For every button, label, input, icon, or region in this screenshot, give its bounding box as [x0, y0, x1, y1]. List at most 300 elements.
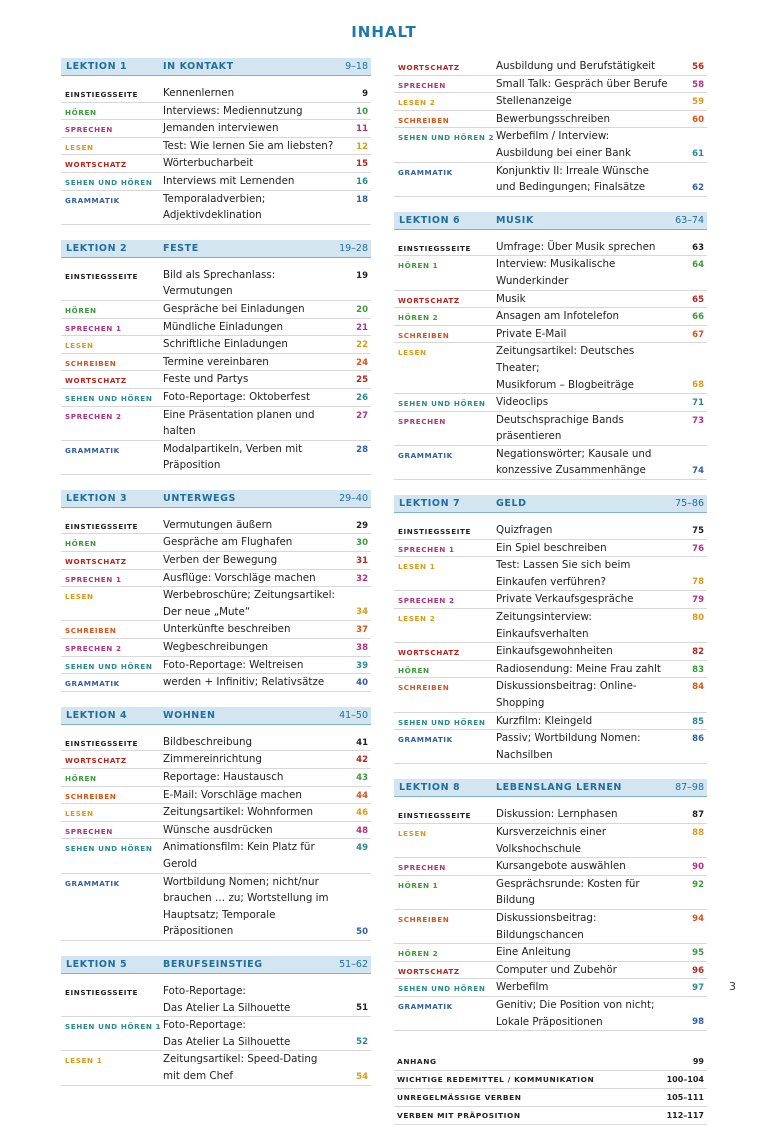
skill-category: SEHEN UND HÖREN 1 [65, 1022, 162, 1032]
entry-page-number: 65 [692, 294, 704, 305]
lesson-page-range: 29–40 [339, 492, 368, 504]
entry-title [492, 540, 681, 557]
skill-category: EINSTIEGSSEITE [65, 90, 138, 99]
skill-category: HÖREN [398, 665, 430, 675]
toc-entry[interactable] [61, 120, 371, 138]
toc-entry[interactable] [394, 308, 707, 326]
entry-title-line: Gespräche am Flughafen [163, 536, 293, 549]
entry-title [159, 734, 345, 751]
skill-category: LESEN [65, 142, 94, 152]
entry-title [159, 674, 345, 691]
toc-entry[interactable] [61, 301, 371, 319]
entry-title-line: Genitiv; Die Position von nicht; [496, 998, 655, 1011]
entry-page-number: 19 [356, 270, 368, 281]
toc-entry[interactable] [394, 446, 707, 480]
toc-entry[interactable] [61, 1051, 371, 1085]
lesson-number: LEKTION 1 [66, 61, 128, 72]
skill-category: SEHEN UND HÖREN [398, 399, 486, 409]
skill-category: SEHEN UND HÖREN [65, 844, 153, 854]
toc-entry[interactable] [61, 517, 371, 535]
entry-title-line: Wörterbucharbeit [163, 157, 254, 170]
entry-page-number: 73 [692, 415, 704, 426]
toc-entry[interactable] [61, 839, 371, 873]
lesson-page-range: 19–28 [339, 242, 368, 254]
appendix-label: ANHANG [397, 1057, 437, 1067]
toc-entry[interactable] [394, 163, 707, 197]
appendix-page-range: 105–111 [666, 1093, 704, 1103]
toc-entry[interactable] [394, 291, 707, 309]
lesson-number: LEKTION 8 [399, 782, 461, 794]
entry-title-line: Der neue „Mute“ [163, 605, 251, 618]
entry-title-line: Musik [496, 292, 526, 305]
entry-page-number: 30 [356, 538, 368, 549]
entry-title-line: Interviews: Mediennutzung [163, 104, 303, 117]
skill-category: HÖREN [65, 305, 97, 315]
entry-title-line: Modalpartikeln, Verben mit Präposition [163, 442, 303, 472]
skill-category: SEHEN UND HÖREN [398, 984, 486, 994]
skill-category: HÖREN [65, 539, 97, 549]
appendix-entry[interactable] [394, 1089, 707, 1107]
toc-entry[interactable] [61, 389, 371, 407]
lesson-section [61, 58, 371, 225]
entry-page-number: 21 [356, 322, 368, 333]
toc-entry[interactable] [61, 155, 371, 173]
entry-page-number: 84 [692, 682, 704, 693]
skill-category: GRAMMATIK [65, 445, 120, 455]
entry-page-number: 82 [692, 647, 704, 658]
entry-title-line: Test: Wie lernen Sie am liebsten? [163, 139, 334, 152]
entry-title-line: Konjunktiv II: Irreale Wünsche [496, 164, 649, 177]
toc-entry[interactable] [394, 522, 707, 540]
skill-category: WORTSCHATZ [65, 376, 127, 386]
toc-entry[interactable] [394, 876, 707, 910]
entry-page-number: 68 [692, 380, 704, 391]
entry-page-number: 94 [692, 913, 704, 924]
page-number: 3 [729, 980, 736, 993]
entry-title [492, 730, 681, 763]
lesson-title: FESTE [163, 242, 199, 254]
entry-title [492, 876, 681, 909]
entry-title-line: Private Verkaufsgespräche [496, 593, 634, 606]
toc-entry[interactable] [61, 552, 371, 570]
entry-title [492, 979, 681, 996]
toc-entry[interactable] [61, 319, 371, 337]
toc-entry[interactable] [61, 267, 371, 301]
entry-title-line: Interview: Musikalische Wunderkinder [496, 258, 616, 287]
entry-title [159, 517, 345, 534]
toc-entry[interactable] [61, 173, 371, 191]
toc-entry[interactable] [61, 570, 371, 588]
entry-page-number: 56 [692, 62, 704, 72]
toc-entry[interactable] [61, 674, 371, 692]
entry-title-line: Interviews mit Lernenden [163, 174, 295, 187]
entry-page-number: 39 [356, 660, 368, 671]
skill-category: SPRECHEN [398, 863, 446, 873]
entry-page-number: 67 [692, 329, 704, 340]
entry-page-number: 63 [692, 242, 704, 253]
entry-page-number: 96 [692, 965, 704, 976]
skill-category: GRAMMATIK [65, 195, 120, 205]
toc-entry[interactable] [394, 643, 707, 661]
entry-title [159, 191, 345, 224]
entry-title-line: Umfrage: Über Musik sprechen [496, 240, 656, 253]
entry-title-line: Bild als Sprechanlass: Vermutungen [163, 268, 276, 298]
entry-title [492, 326, 681, 343]
toc-entry[interactable] [394, 609, 707, 643]
entry-title-line: Reportage: Haustausch [163, 771, 284, 783]
entry-title [492, 239, 681, 256]
lesson-section [61, 240, 371, 475]
entry-page-number: 9 [362, 89, 368, 99]
skill-category: SEHEN UND HÖREN [65, 393, 153, 403]
skill-category: EINSTIEGSSEITE [398, 811, 471, 821]
toc-entry[interactable] [394, 824, 707, 858]
entry-page-number: 41 [356, 737, 368, 748]
entry-title [492, 643, 681, 660]
toc-entry[interactable] [61, 621, 371, 639]
page-title: INHALT [351, 23, 417, 41]
skill-category: WORTSCHATZ [398, 966, 460, 976]
skill-category: LESEN [65, 341, 94, 351]
lesson-page-range: 75–86 [675, 498, 704, 510]
appendix-page-range: 100–104 [666, 1075, 704, 1085]
toc-entry[interactable] [61, 85, 371, 103]
skill-category: EINSTIEGSSEITE [65, 521, 138, 531]
skill-category: GRAMMATIK [398, 1001, 453, 1011]
toc-entry[interactable] [394, 540, 707, 558]
lesson-number: LEKTION 3 [66, 492, 128, 504]
entry-page-number: 51 [356, 1003, 368, 1014]
skill-category: HÖREN [65, 774, 97, 783]
lesson-number: LEKTION 5 [66, 958, 128, 970]
skill-category: LESEN 1 [398, 562, 436, 572]
toc-left-column [61, 58, 371, 1101]
toc-entry[interactable] [61, 371, 371, 389]
skill-category: SPRECHEN [65, 826, 113, 836]
entry-title-line: Eine Präsentation planen und halten [163, 408, 315, 438]
entry-page-number: 86 [692, 734, 704, 745]
entry-title [159, 534, 345, 551]
entry-title [492, 163, 681, 196]
skill-category: LESEN 1 [65, 1056, 103, 1066]
entry-title [159, 621, 345, 638]
entry-title [159, 839, 345, 872]
entry-title-line: Quizfragen [496, 524, 553, 537]
entry-title [159, 769, 345, 786]
skill-category: SCHREIBEN [65, 791, 117, 801]
toc-entry[interactable] [394, 394, 707, 412]
entry-title [492, 394, 681, 411]
entry-title-line: Temporaladverbien; Adjektivdeklination [163, 192, 266, 222]
entry-title [159, 301, 345, 318]
lesson-section [394, 58, 707, 197]
toc-entry[interactable] [61, 534, 371, 552]
entry-title-line: Gesprächsrunde: Kosten für Bildung [496, 877, 640, 907]
toc-entry[interactable] [61, 639, 371, 657]
entry-title-line: Vermutungen äußern [163, 518, 273, 531]
toc-entry[interactable] [61, 769, 371, 787]
lesson-page-range: 63–74 [675, 214, 704, 226]
toc-entry[interactable] [394, 713, 707, 731]
entry-title-line: Bildbeschreibung [163, 735, 253, 748]
entry-title [159, 371, 345, 388]
entry-title-line: Mündliche Einladungen [163, 320, 284, 333]
entry-title [492, 609, 681, 642]
toc-entry[interactable] [61, 191, 371, 225]
lesson-header[interactable] [61, 240, 371, 258]
entry-title [492, 256, 681, 289]
entry-title-line: Lokale Präpositionen [496, 1015, 603, 1028]
lesson-title: GELD [496, 498, 527, 510]
lesson-page-range: 87–98 [675, 782, 704, 794]
toc-entry[interactable] [61, 804, 371, 822]
entry-page-number: 11 [356, 124, 368, 135]
toc-entry[interactable] [394, 326, 707, 344]
entry-page-number: 16 [356, 176, 368, 187]
skill-category: LESEN [65, 592, 94, 602]
entry-title [159, 85, 345, 102]
toc-entry[interactable] [394, 76, 707, 94]
entry-title [159, 751, 345, 768]
entry-title [492, 111, 681, 128]
toc-entry[interactable] [394, 730, 707, 764]
skill-category: LESEN [398, 828, 427, 838]
skill-category: SPRECHEN 1 [65, 574, 122, 584]
entry-page-number: 25 [356, 375, 368, 386]
toc-entry[interactable] [61, 441, 371, 475]
entry-title-line: Termine vereinbaren [163, 355, 269, 368]
toc-entry[interactable] [394, 557, 707, 591]
entry-page-number: 37 [356, 625, 368, 636]
toc-entry[interactable] [394, 661, 707, 679]
entry-page-number: 60 [692, 114, 704, 125]
skill-category: SPRECHEN [65, 125, 113, 135]
entry-title [159, 354, 345, 371]
entry-title-line: Zeitungsinterview: Einkaufsverhalten [496, 611, 592, 640]
entry-title [159, 822, 345, 839]
appendix-entry[interactable] [394, 1071, 707, 1089]
entry-title-line: Musikforum – Blogbeiträge [496, 378, 634, 391]
entry-title [492, 824, 681, 857]
entry-title [159, 787, 345, 804]
skill-category: SCHREIBEN [398, 330, 450, 340]
entry-page-number: 62 [692, 182, 704, 193]
entry-title [492, 522, 681, 539]
entry-title-line: Test: Lassen Sie sich beim [496, 559, 631, 572]
toc-entry[interactable] [61, 138, 371, 156]
entry-title [159, 1017, 345, 1050]
toc-entry[interactable] [394, 412, 707, 446]
skill-category: HÖREN 2 [398, 949, 439, 959]
toc-entry[interactable] [61, 407, 371, 441]
entry-title [492, 291, 681, 308]
entry-title-line: Verben der Bewegung [163, 554, 278, 567]
entry-title [492, 343, 681, 393]
toc-entry[interactable] [61, 336, 371, 354]
toc-entry[interactable] [394, 678, 707, 712]
toc-entry[interactable] [61, 874, 371, 941]
appendix-label: WICHTIGE REDEMITTEL / KOMMUNIKATION [397, 1075, 595, 1085]
entry-title [492, 76, 681, 93]
toc-entry[interactable] [61, 751, 371, 769]
entry-title [159, 552, 345, 569]
skill-category: HÖREN 2 [398, 313, 439, 323]
entry-page-number: 29 [356, 520, 368, 531]
toc-entry[interactable] [61, 354, 371, 372]
toc-entry[interactable] [394, 858, 707, 876]
skill-category: WORTSCHATZ [65, 756, 127, 766]
appendix-label: UNREGELMÄSSIGE VERBEN [397, 1093, 522, 1103]
toc-entry[interactable] [61, 587, 371, 621]
entry-title-line: Unterkünfte beschreiben [163, 623, 291, 636]
entry-page-number: 18 [356, 194, 368, 205]
skill-category: EINSTIEGSSEITE [398, 243, 471, 253]
entry-page-number: 97 [692, 983, 704, 994]
entry-page-number: 88 [692, 827, 704, 838]
skill-category: GRAMMATIK [65, 679, 120, 689]
toc-entry[interactable] [61, 734, 371, 752]
entry-page-number: 32 [356, 573, 368, 584]
entry-title [492, 93, 681, 110]
entry-title-line: brauchen … zu; Wortstellung im [163, 892, 329, 905]
appendix-entry[interactable] [394, 1053, 707, 1071]
entry-page-number: 26 [356, 392, 368, 403]
toc-entry[interactable] [394, 239, 707, 257]
lesson-header[interactable] [394, 212, 707, 230]
entry-title-line: Zimmereinrichtung [163, 753, 262, 766]
skill-category: SCHREIBEN [65, 626, 117, 636]
entry-page-number: 54 [356, 1071, 368, 1082]
entry-title [159, 173, 345, 190]
entry-title-line: Zeitungsartikel: Deutsches Theater; [496, 345, 635, 374]
entry-page-number: 98 [692, 1017, 704, 1028]
toc-entry[interactable] [394, 128, 707, 162]
entry-title-line: Gespräche bei Einladungen [163, 302, 305, 315]
entry-title [159, 441, 345, 474]
entry-title [492, 308, 681, 325]
toc-entry[interactable] [394, 343, 707, 394]
toc-entry[interactable] [61, 822, 371, 840]
entry-title [492, 661, 681, 678]
skill-category: SEHEN UND HÖREN [65, 177, 153, 187]
entry-title-line: Foto-Reportage: Oktoberfest [163, 390, 311, 403]
lesson-header[interactable] [61, 956, 371, 974]
entry-title-line: Werbefilm [496, 981, 549, 994]
toc-entry[interactable] [394, 58, 707, 76]
entry-title [159, 336, 345, 353]
entry-title-line: Einkaufsgewohnheiten [496, 645, 613, 658]
skill-category: EINSTIEGSSEITE [65, 738, 138, 748]
entry-title [159, 389, 345, 406]
entry-title-line: Jemanden interviewen [163, 122, 279, 135]
skill-category: SPRECHEN 2 [398, 596, 455, 606]
entry-title-line: Ausbildung bei einer Bank [496, 146, 632, 159]
skill-category: LESEN [65, 809, 94, 819]
skill-category: SCHREIBEN [398, 115, 450, 125]
skill-category: EINSTIEGSSEITE [65, 987, 138, 997]
entry-page-number: 34 [356, 607, 368, 618]
entry-page-number: 87 [692, 810, 704, 821]
entry-page-number: 27 [356, 410, 368, 421]
lesson-header[interactable] [61, 58, 371, 76]
entry-title-line: Kennenlernen [163, 87, 235, 99]
entry-page-number: 43 [356, 773, 368, 783]
entry-title [159, 570, 345, 587]
toc-entry[interactable] [394, 93, 707, 111]
toc-entry[interactable] [61, 787, 371, 805]
entry-title [159, 587, 345, 620]
lesson-section [61, 707, 371, 941]
lesson-header[interactable] [61, 490, 371, 508]
entry-title-line: Ansagen am Infotelefon [496, 310, 620, 323]
toc-entry[interactable] [394, 256, 707, 290]
entry-title-line: konzessive Zusammenhänge [496, 464, 646, 477]
toc-entry[interactable] [394, 111, 707, 129]
skill-category: SPRECHEN 2 [65, 411, 122, 421]
entry-title-line: Das Atelier La Silhouette [163, 1035, 291, 1048]
toc-entry[interactable] [394, 962, 707, 980]
entry-title-line: Werbebroschüre; Zeitungsartikel: [163, 589, 335, 602]
entry-title-line: Feste und Partys [163, 373, 249, 386]
lesson-number: LEKTION 2 [66, 242, 128, 254]
entry-page-number: 92 [692, 879, 704, 890]
lesson-section [61, 956, 371, 1086]
appendix-entry[interactable] [394, 1107, 707, 1125]
entry-page-number: 78 [692, 577, 704, 588]
entry-title-line: Animationsfilm: Kein Platz für Gerold [163, 841, 315, 870]
toc-entry[interactable] [394, 806, 707, 824]
entry-title-line: Foto-Reportage: Weltreisen [163, 658, 304, 671]
entry-title-line: Stellenanzeige [496, 95, 572, 108]
lesson-header[interactable] [394, 495, 707, 513]
entry-title [492, 678, 681, 711]
lesson-page-range: 9–18 [345, 61, 368, 72]
entry-page-number: 95 [692, 948, 704, 959]
entry-page-number: 85 [692, 716, 704, 727]
toc-entry[interactable] [61, 1017, 371, 1051]
lesson-header[interactable] [394, 779, 707, 797]
entry-title [492, 713, 681, 730]
appendix-page-range: 112–117 [666, 1111, 704, 1121]
entry-title [492, 446, 681, 479]
entry-page-number: 76 [692, 543, 704, 554]
skill-category: SCHREIBEN [398, 683, 450, 693]
entry-title-line: Diskussionsbeitrag: Online-Shopping [496, 680, 637, 709]
lesson-header[interactable] [61, 707, 371, 725]
toc-entry[interactable] [61, 657, 371, 675]
skill-category: SCHREIBEN [398, 914, 450, 924]
entry-title [159, 874, 345, 940]
toc-entry[interactable] [394, 997, 707, 1031]
entry-title-line: Diskussion: Lernphasen [496, 808, 618, 821]
toc-entry[interactable] [394, 944, 707, 962]
toc-entry[interactable] [61, 103, 371, 121]
entry-page-number: 75 [692, 526, 704, 537]
entry-page-number: 15 [356, 159, 368, 170]
entry-page-number: 42 [356, 755, 368, 766]
skill-category: LESEN [398, 348, 427, 358]
entry-title [159, 103, 345, 120]
toc-entry[interactable] [394, 910, 707, 944]
entry-title-line: Wortbildung Nomen; nicht/nur [163, 875, 319, 888]
toc-entry[interactable] [394, 979, 707, 997]
toc-entry[interactable] [394, 591, 707, 609]
entry-page-number: 28 [356, 444, 368, 455]
toc-entry[interactable] [61, 983, 371, 1017]
skill-category: EINSTIEGSSEITE [398, 527, 471, 537]
skill-category: SCHREIBEN [65, 358, 117, 368]
lesson-title: WOHNEN [163, 709, 216, 721]
